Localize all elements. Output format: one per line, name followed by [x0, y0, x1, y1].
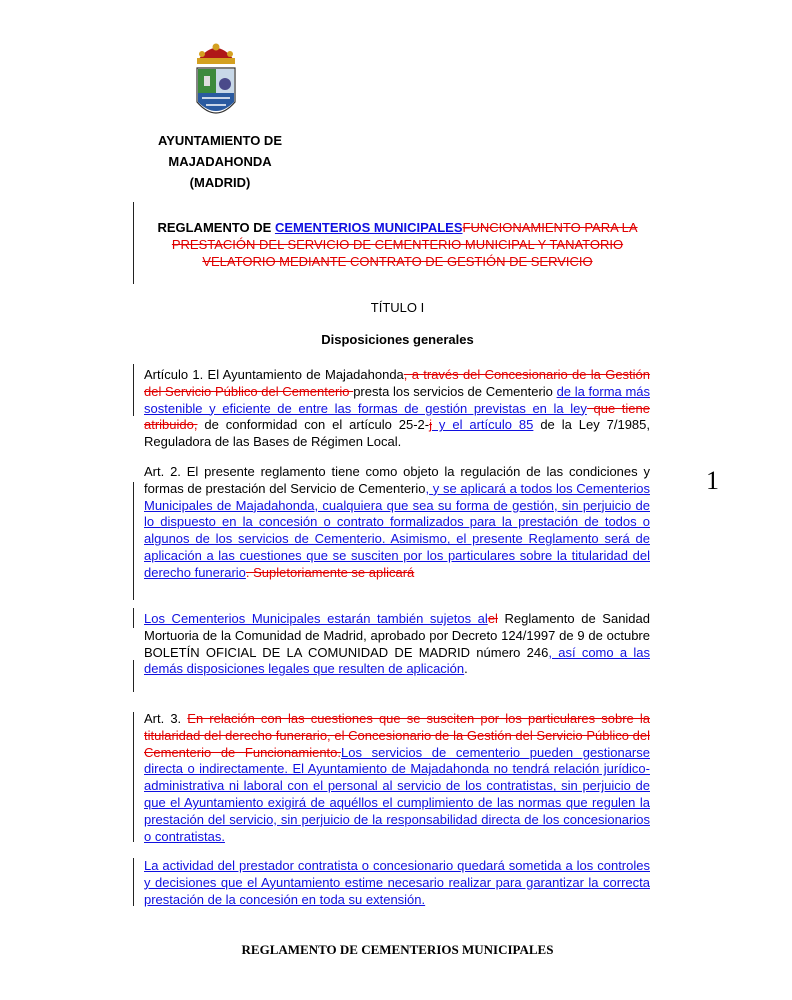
coat-of-arms-icon [192, 40, 240, 128]
revision-bar [133, 364, 134, 416]
deleted-text: que tiene atribuido, [144, 400, 650, 433]
organization-name [130, 130, 310, 193]
inserted-text: y el artículo 85 [431, 417, 534, 433]
revision-bar [133, 712, 134, 842]
revision-bar [133, 482, 134, 600]
deleted-text: , a través del Concesionario de la Gestión del Servicio Público del Cementerio [144, 367, 651, 399]
inserted-text: Los servicios de cementerio pueden gestionarse directa o indirectamente. El Ayuntamiento de Majadahonda no tendrá relación jurídico-administrativa ni laboral con el personal al servicio de los contratistas, sin perjuicio de que el Ayuntamiento exigirá de aquéllos el cumplimiento de las normas que regulen la prestación del servicio, sin perjuicio de la responsabilidad directa de los concesionarios o contratistas. [144, 744, 650, 844]
inserted-text: de la forma más sostenible y eficiente de entre las formas de gestión previstas en la ley [144, 383, 650, 416]
deleted-text: j [429, 417, 432, 433]
text: Reglamento de Sanidad Mortuoria de la Comunidad de Madrid, aprobado por Decreto 124/1997 de 9 de octubre BOLETÍN OFICIAL DE LA COMUNIDAD DE MADRID número 246 [144, 611, 650, 660]
text: de conformidad con el artículo 25-2- [197, 417, 430, 433]
revision-bar [133, 660, 134, 692]
inserted-text: , y se aplicará a todos los Cementerios Municipales de Majadahonda, cualquiera que sea su forma de gestión, sin perjuicio de lo dispuesto en la concesión o contrato formalizados para la prestación de todos o algunos de los servicios de Cementerio. Asimismo, el presente Reglamento será de aplicación a las cuestiones que se susciten por los particulares sobre la titularidad del derecho funerario [144, 480, 650, 580]
text: Art. 2. El presente reglamento tiene como objeto la regulación de las condiciones y formas de prestación del Servicio de Cementerio [144, 464, 650, 496]
text: de la Ley 7/1985, Reguladora de las Bases de Régimen Local. [144, 417, 650, 450]
inserted-text: Los Cementerios Municipales estarán también sujetos al [144, 611, 488, 626]
text: presta los servicios de Cementerio [353, 383, 557, 399]
revision-bar [133, 202, 134, 284]
titulo-heading: TÍTULO I [370, 300, 425, 315]
revision-bar [133, 608, 134, 628]
document-title [145, 219, 650, 270]
org-line-3: (MADRID) [189, 175, 251, 190]
deleted-text: En relación con las cuestiones que se susciten por los particulares sobre la titularidad del derecho funerario, el Concesionario de la Gestión del Servicio Público del Cementerio de Funcionamiento. [144, 711, 650, 760]
title-prefix: REGLAMENTO DE [157, 220, 275, 235]
page-number: 1 [706, 466, 719, 495]
title-inserted: CEMENTERIOS MUNICIPALES [274, 220, 463, 235]
page-footer: REGLAMENTO DE CEMENTERIOS MUNICIPALES [241, 942, 554, 957]
inserted-text: La actividad del prestador contratista o concesionario quedará sometida a los controles y decisiones que el Ayuntamiento estime necesario realizar para garantizar la correcta prestación de la concesión en toda su extensión. [144, 858, 650, 907]
org-line-1: AYUNTAMIENTO DE [158, 133, 282, 148]
text: Art. 3. [144, 711, 188, 726]
title-deleted: FUNCIONAMIENTO PARA LA PRESTACIÓN DEL SERVICIO DE CEMENTERIO MUNICIPAL Y TANATORIO VELATORIO MEDIANTE CONTRATO DE GESTIÓN DE SERVICIO [171, 220, 638, 269]
revision-bar [133, 858, 134, 906]
article-2-paragraph-2 [144, 611, 650, 678]
article-3-paragraph-2 [144, 858, 650, 908]
article-2 [144, 464, 650, 582]
article-1 [144, 367, 650, 451]
text: . [464, 661, 468, 677]
deleted-text: el [487, 611, 498, 626]
deleted-text: . Supletoriamente se aplicará [245, 564, 415, 580]
inserted-text: , así como a las demás disposiciones legales que resulten de aplicación [144, 644, 650, 677]
org-line-2: MAJADAHONDA [168, 154, 272, 169]
text: Artículo 1. El Ayuntamiento de Majadahonda [144, 367, 404, 382]
section-heading: Disposiciones generales [321, 332, 474, 347]
article-3 [144, 711, 650, 845]
